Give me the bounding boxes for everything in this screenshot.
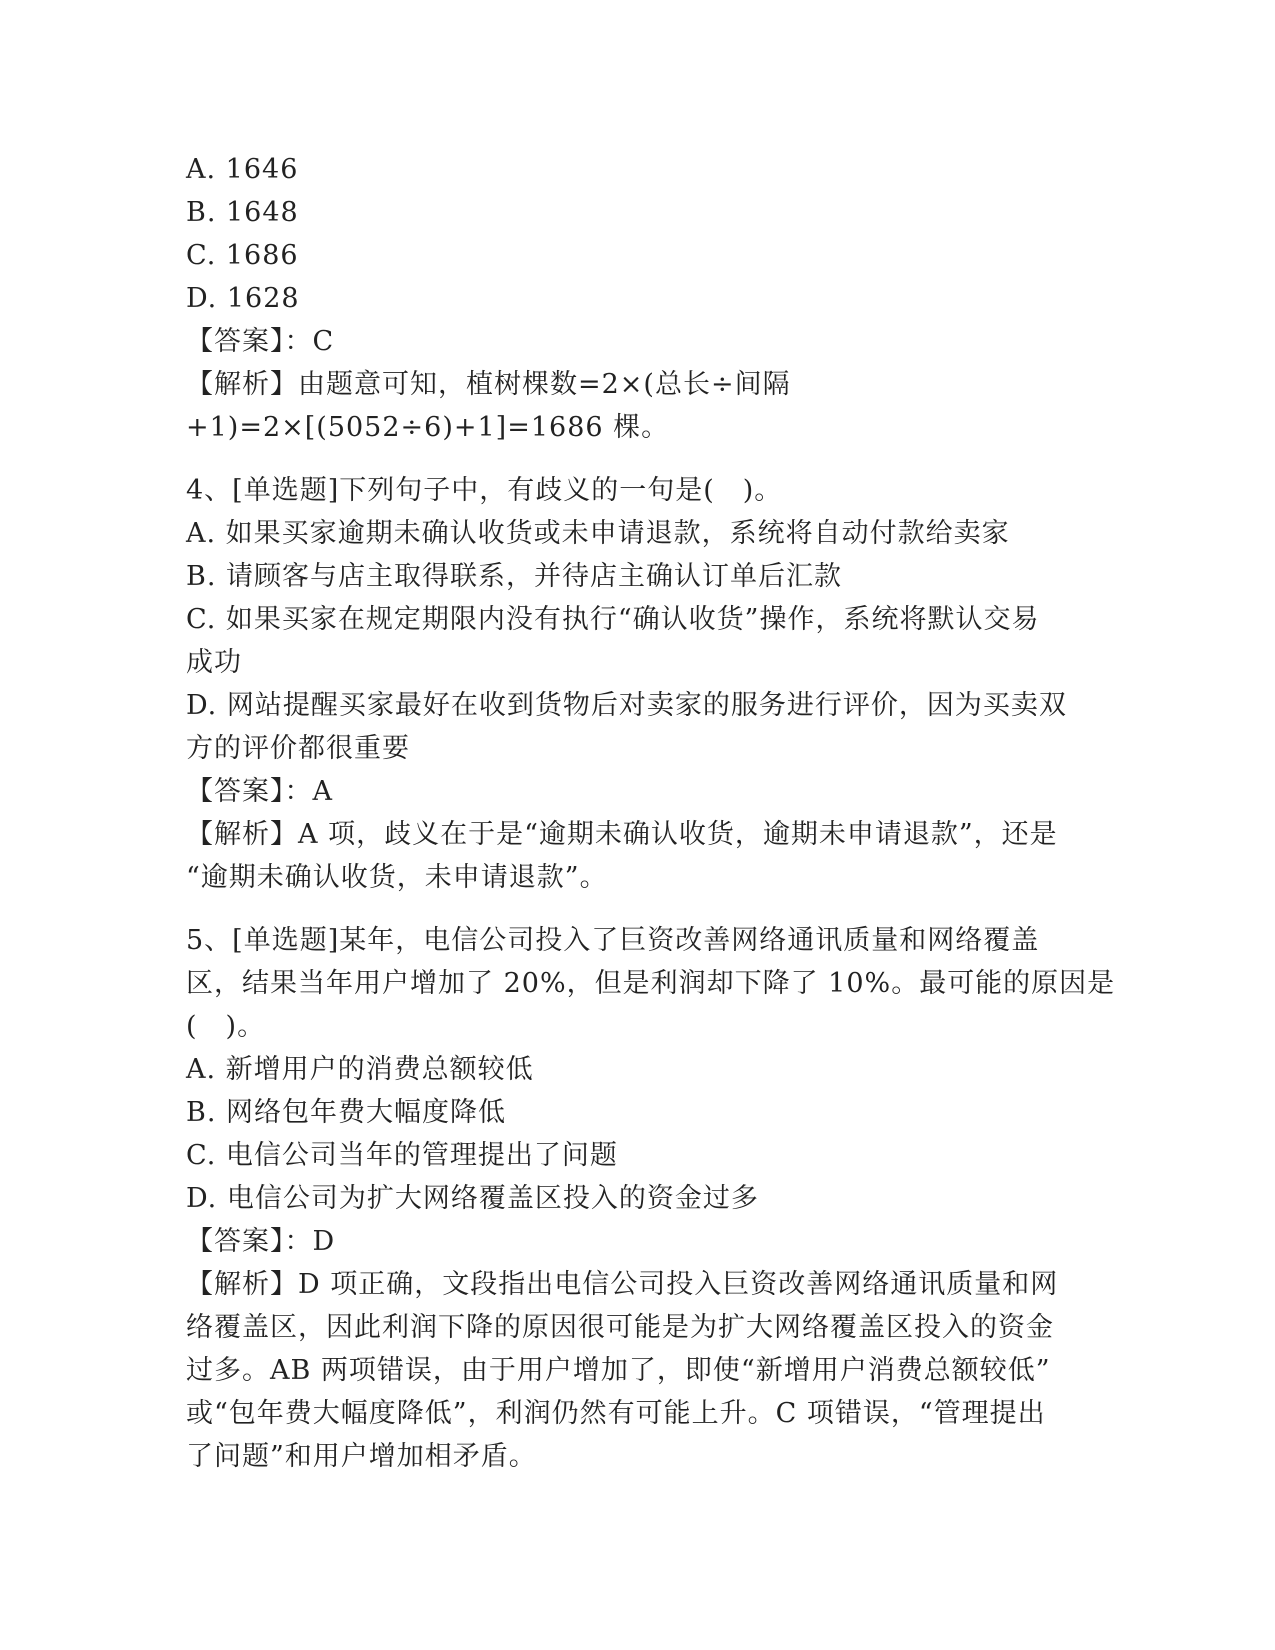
question-4 bbox=[186, 469, 1086, 899]
q3-explanation-line: 【解析】由题意可知，植树棵数=2×(总长÷间隔 bbox=[186, 369, 791, 400]
q5-explanation-line: 了问题”和用户增加相矛盾。 bbox=[186, 1441, 537, 1472]
q5-option-c: C. 电信公司当年的管理提出了问题 bbox=[186, 1140, 618, 1171]
q4-option-a: A. 如果买家逾期未确认收货或未申请退款，系统将自动付款给卖家 bbox=[186, 518, 1010, 549]
q5-stem: 5、[单选题]某年，电信公司投入了巨资改善网络通讯质量和网络覆盖 bbox=[186, 925, 1040, 956]
q5-explanation-line: 或“包年费大幅度降低”，利润仍然有可能上升。C 项错误，“管理提出 bbox=[186, 1398, 1046, 1429]
spacer bbox=[186, 449, 1086, 469]
q5-option-a: A. 新增用户的消费总额较低 bbox=[186, 1054, 534, 1085]
q3-answer: 【答案】：C bbox=[186, 326, 335, 357]
q4-option-d-cont: 方的评价都很重要 bbox=[186, 733, 410, 764]
q4-option-c: C. 如果买家在规定期限内没有执行“确认收货”操作，系统将默认交易 bbox=[186, 604, 1040, 635]
q3-option-c: C. 1686 bbox=[186, 240, 299, 271]
q5-stem-cont: 区，结果当年用户增加了 20%，但是利润却下降了 10%。最可能的原因是 bbox=[186, 968, 1116, 999]
q5-option-b: B. 网络包年费大幅度降低 bbox=[186, 1097, 507, 1128]
q3-option-d: D. 1628 bbox=[186, 283, 300, 314]
document-content bbox=[186, 148, 1116, 1478]
q3-option-b: B. 1648 bbox=[186, 197, 299, 228]
q4-option-d: D. 网站提醒买家最好在收到货物后对卖家的服务进行评价，因为买卖双 bbox=[186, 690, 1067, 721]
question-3-tail bbox=[186, 148, 1086, 449]
q4-explanation-line: “逾期未确认收货，未申请退款”。 bbox=[186, 862, 608, 893]
q5-option-d: D. 电信公司为扩大网络覆盖区投入的资金过多 bbox=[186, 1183, 759, 1214]
q4-option-b: B. 请顾客与店主取得联系，并待店主确认订单后汇款 bbox=[186, 561, 843, 592]
q5-stem-cont: ( )。 bbox=[186, 1011, 266, 1042]
q3-option-a: A. 1646 bbox=[186, 154, 299, 185]
spacer bbox=[186, 899, 1086, 919]
question-5 bbox=[186, 919, 1116, 1478]
q3-explanation-line: +1)=2×[(5052÷6)+1]=1686 棵。 bbox=[186, 412, 670, 443]
q5-explanation-line: 过多。AB 两项错误，由于用户增加了，即使“新增用户消费总额较低” bbox=[186, 1355, 1051, 1386]
q4-option-c-cont: 成功 bbox=[186, 647, 242, 678]
q5-explanation-line: 【解析】D 项正确，文段指出电信公司投入巨资改善网络通讯质量和网 bbox=[186, 1269, 1059, 1300]
q4-explanation-line: 【解析】A 项，歧义在于是“逾期未确认收货，逾期未申请退款”，还是 bbox=[186, 819, 1058, 850]
q4-stem: 4、[单选题]下列句子中，有歧义的一句是( )。 bbox=[186, 475, 783, 506]
q5-answer: 【答案】：D bbox=[186, 1226, 336, 1257]
q4-answer: 【答案】：A bbox=[186, 776, 333, 807]
q5-explanation-line: 络覆盖区，因此利润下降的原因很可能是为扩大网络覆盖区投入的资金 bbox=[186, 1312, 1054, 1343]
